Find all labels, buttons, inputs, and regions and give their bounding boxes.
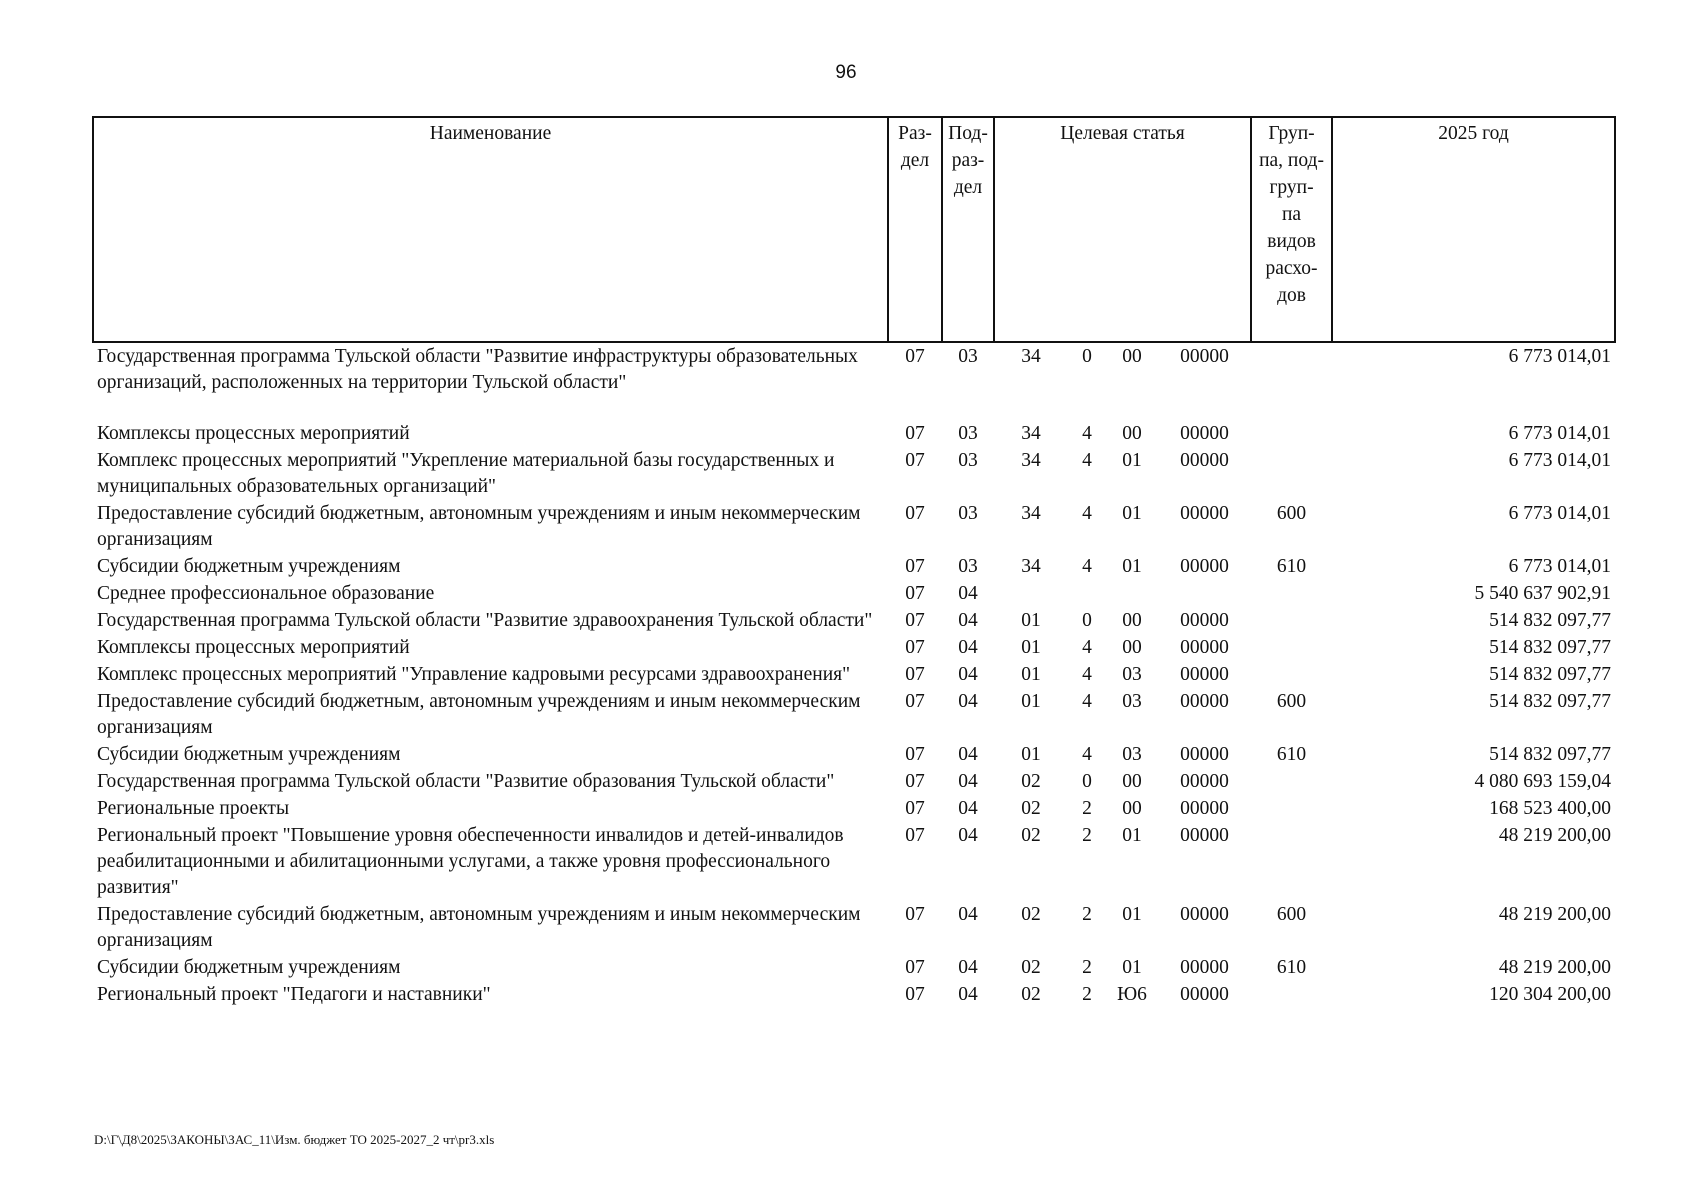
header-expense-group: Груп- па, под- груп- па видов расхо- дов (1251, 117, 1332, 342)
row-direction-code: 00000 (1180, 423, 1229, 444)
row-amount-2025: 514 832 097,77 (1489, 691, 1612, 712)
row-main-event-code (1106, 580, 1158, 607)
row-amount-2025: 48 219 200,00 (1498, 904, 1612, 925)
row-razdel: 07 (905, 904, 925, 925)
row-name: Предоставление субсидий бюджетным, автономным учреждениям и иным некоммерческим организациям (97, 691, 861, 738)
row-program-code: 02 (1021, 984, 1041, 1005)
row-expense-group (1251, 822, 1332, 901)
row-expense-group: 600 (1276, 691, 1307, 712)
row-amount-2025: 6 773 014,01 (1508, 346, 1612, 367)
row-expense-group (1251, 981, 1332, 1008)
row-podrazdel: 04 (958, 957, 978, 978)
row-podrazdel: 03 (958, 503, 978, 524)
header-podrazdel: Под- раз- дел (942, 117, 994, 342)
row-expense-group (1251, 447, 1332, 500)
row-razdel: 07 (905, 503, 925, 524)
row-podrazdel: 03 (958, 346, 978, 367)
row-program-code: 02 (1021, 798, 1041, 819)
table-row (93, 420, 1615, 447)
row-direction-code (1158, 580, 1251, 607)
table-row (93, 634, 1615, 661)
row-main-event-code: 00 (1122, 771, 1142, 792)
table-row (93, 580, 1615, 607)
table-row (93, 688, 1615, 741)
row-program-code: 02 (1021, 825, 1041, 846)
row-subprogram-code: 4 (1082, 744, 1092, 765)
header-name: Наименование (93, 117, 888, 342)
row-subprogram-code: 0 (1082, 346, 1092, 367)
row-subprogram-code: 4 (1082, 637, 1092, 658)
row-razdel: 07 (905, 984, 925, 1005)
row-direction-code: 00000 (1180, 664, 1229, 685)
row-name: Комплекс процессных мероприятий "Управление кадровыми ресурсами здравоохранения" (97, 664, 851, 685)
row-subprogram-code: 2 (1082, 798, 1092, 819)
row-amount-2025: 514 832 097,77 (1489, 610, 1612, 631)
row-expense-group: 600 (1276, 503, 1307, 524)
table-row (93, 661, 1615, 688)
row-main-event-code: 01 (1122, 503, 1142, 524)
row-main-event-code: 00 (1122, 423, 1142, 444)
row-expense-group (1251, 607, 1332, 634)
table-row (93, 768, 1615, 795)
row-expense-group: 610 (1276, 957, 1307, 978)
row-razdel: 07 (905, 664, 925, 685)
row-amount-2025: 6 773 014,01 (1508, 503, 1612, 524)
table-row (93, 447, 1615, 500)
row-expense-group (1251, 768, 1332, 795)
table-row (93, 741, 1615, 768)
row-name: Субсидии бюджетным учреждениям (97, 957, 401, 978)
row-expense-group: 610 (1276, 556, 1307, 577)
row-program-code: 34 (1021, 503, 1041, 524)
table-row (93, 954, 1615, 981)
row-name: Государственная программа Тульской области "Развитие здравоохранения Тульской области" (97, 610, 873, 631)
row-podrazdel: 04 (958, 798, 978, 819)
row-subprogram-code: 0 (1082, 771, 1092, 792)
row-name: Государственная программа Тульской области "Развитие образования Тульской области" (97, 771, 835, 792)
table-row (93, 795, 1615, 822)
row-podrazdel: 04 (958, 904, 978, 925)
row-amount-2025: 48 219 200,00 (1498, 957, 1612, 978)
row-razdel: 07 (905, 957, 925, 978)
row-razdel: 07 (905, 583, 925, 604)
row-direction-code: 00000 (1180, 984, 1229, 1005)
row-podrazdel: 03 (958, 556, 978, 577)
row-subprogram-code: 4 (1082, 664, 1092, 685)
row-razdel: 07 (905, 744, 925, 765)
row-subprogram-code: 2 (1082, 957, 1092, 978)
row-subprogram-code: 2 (1082, 825, 1092, 846)
row-amount-2025: 514 832 097,77 (1489, 664, 1612, 685)
row-expense-group (1251, 342, 1332, 420)
row-name: Региональный проект "Повышение уровня обеспеченности инвалидов и детей-инвалидов реабилитационными и абилитационными услугами, а также уровня профессионального развития" (97, 825, 844, 898)
row-podrazdel: 03 (958, 450, 978, 471)
row-razdel: 07 (905, 423, 925, 444)
row-program-code: 01 (1021, 610, 1041, 631)
row-name: Предоставление субсидий бюджетным, автономным учреждениям и иным некоммерческим организациям (97, 904, 861, 951)
row-program-code: 34 (1021, 346, 1041, 367)
row-direction-code: 00000 (1180, 691, 1229, 712)
row-main-event-code: 01 (1122, 556, 1142, 577)
row-subprogram-code: 2 (1082, 904, 1092, 925)
row-podrazdel: 04 (958, 771, 978, 792)
header-year: 2025 год (1332, 117, 1615, 342)
row-program-code: 01 (1021, 664, 1041, 685)
row-razdel: 07 (905, 637, 925, 658)
row-amount-2025: 4 080 693 159,04 (1474, 771, 1612, 792)
row-razdel: 07 (905, 610, 925, 631)
row-subprogram-code: 0 (1082, 610, 1092, 631)
row-main-event-code: 00 (1122, 346, 1142, 367)
row-direction-code: 00000 (1180, 637, 1229, 658)
table-row (93, 981, 1615, 1008)
row-razdel: 07 (905, 771, 925, 792)
row-main-event-code: 01 (1122, 904, 1142, 925)
row-podrazdel: 04 (958, 825, 978, 846)
row-expense-group (1251, 580, 1332, 607)
row-name: Государственная программа Тульской области "Развитие инфраструктуры образовательных организаций, расположенных на территории Тульской области" (97, 346, 858, 393)
row-name: Предоставление субсидий бюджетным, автономным учреждениям и иным некоммерческим организациям (97, 503, 861, 550)
row-amount-2025: 5 540 637 902,91 (1474, 583, 1612, 604)
row-podrazdel: 04 (958, 583, 978, 604)
row-program-code: 02 (1021, 771, 1041, 792)
row-name: Субсидии бюджетным учреждениям (97, 744, 401, 765)
row-program-code: 34 (1021, 450, 1041, 471)
row-direction-code: 00000 (1180, 556, 1229, 577)
row-main-event-code: 00 (1122, 610, 1142, 631)
row-name: Комплексы процессных мероприятий (97, 423, 410, 444)
row-subprogram-code: 4 (1082, 556, 1092, 577)
table-row (93, 901, 1615, 954)
page-number: 96 (835, 62, 857, 83)
budget-table (92, 116, 1616, 1008)
row-main-event-code: 03 (1122, 691, 1142, 712)
row-direction-code: 00000 (1180, 744, 1229, 765)
row-direction-code: 00000 (1180, 825, 1229, 846)
row-amount-2025: 120 304 200,00 (1489, 984, 1612, 1005)
row-main-event-code: 01 (1122, 450, 1142, 471)
row-direction-code: 00000 (1180, 798, 1229, 819)
row-direction-code: 00000 (1180, 957, 1229, 978)
row-podrazdel: 04 (958, 984, 978, 1005)
table-row (93, 822, 1615, 901)
row-name: Региональный проект "Педагоги и наставники" (97, 984, 491, 1005)
table-body (93, 342, 1615, 1008)
row-podrazdel: 04 (958, 664, 978, 685)
row-subprogram-code: 4 (1082, 450, 1092, 471)
row-amount-2025: 48 219 200,00 (1498, 825, 1612, 846)
row-program-code: 34 (1021, 423, 1041, 444)
row-main-event-code: 00 (1122, 637, 1142, 658)
row-program-code: 02 (1021, 957, 1041, 978)
row-main-event-code: 01 (1122, 957, 1142, 978)
row-expense-group (1251, 661, 1332, 688)
row-amount-2025: 514 832 097,77 (1489, 744, 1612, 765)
row-razdel: 07 (905, 556, 925, 577)
row-program-code: 34 (1021, 556, 1041, 577)
row-program-code: 01 (1021, 744, 1041, 765)
row-amount-2025: 6 773 014,01 (1508, 450, 1612, 471)
file-path-footer: D:\Г\Д8\2025\ЗАКОНЫ\ЗАС_11\Изм. бюджет ТО 2025-2027_2 чт\pr3.xls (94, 1132, 495, 1147)
table-row (93, 500, 1615, 553)
row-program-code (994, 580, 1068, 607)
row-main-event-code: 03 (1122, 664, 1142, 685)
row-name: Комплекс процессных мероприятий "Укрепление материальной базы государственных и муниципальных образовательных организаций" (97, 450, 835, 497)
row-direction-code: 00000 (1180, 610, 1229, 631)
row-main-event-code: 03 (1122, 744, 1142, 765)
row-program-code: 02 (1021, 904, 1041, 925)
header-razdel: Раз- дел (888, 117, 942, 342)
row-direction-code: 00000 (1180, 450, 1229, 471)
row-amount-2025: 6 773 014,01 (1508, 556, 1612, 577)
row-amount-2025: 168 523 400,00 (1489, 798, 1612, 819)
row-razdel: 07 (905, 691, 925, 712)
table-row (93, 342, 1615, 420)
row-direction-code: 00000 (1180, 771, 1229, 792)
header-target-article: Целевая статья (994, 117, 1251, 342)
row-name: Региональные проекты (97, 798, 290, 819)
table-header (93, 117, 1615, 342)
row-name: Субсидии бюджетным учреждениям (97, 556, 401, 577)
row-razdel: 07 (905, 798, 925, 819)
row-main-event-code: 01 (1122, 825, 1142, 846)
row-subprogram-code (1068, 580, 1106, 607)
row-amount-2025: 6 773 014,01 (1508, 423, 1612, 444)
row-subprogram-code: 4 (1082, 503, 1092, 524)
table-row (93, 553, 1615, 580)
row-name: Среднее профессиональное образование (97, 583, 435, 604)
row-podrazdel: 04 (958, 610, 978, 631)
row-razdel: 07 (905, 825, 925, 846)
row-expense-group (1251, 795, 1332, 822)
row-subprogram-code: 2 (1082, 984, 1092, 1005)
row-main-event-code: Ю6 (1117, 984, 1147, 1005)
row-direction-code: 00000 (1180, 904, 1229, 925)
row-main-event-code: 00 (1122, 798, 1142, 819)
row-razdel: 07 (905, 450, 925, 471)
row-podrazdel: 04 (958, 744, 978, 765)
row-expense-group (1251, 634, 1332, 661)
row-name: Комплексы процессных мероприятий (97, 637, 410, 658)
row-program-code: 01 (1021, 637, 1041, 658)
row-podrazdel: 04 (958, 637, 978, 658)
row-podrazdel: 03 (958, 423, 978, 444)
row-amount-2025: 514 832 097,77 (1489, 637, 1612, 658)
row-subprogram-code: 4 (1082, 423, 1092, 444)
row-razdel: 07 (905, 346, 925, 367)
row-expense-group: 610 (1276, 744, 1307, 765)
row-program-code: 01 (1021, 691, 1041, 712)
row-expense-group: 600 (1276, 904, 1307, 925)
row-expense-group (1251, 420, 1332, 447)
row-subprogram-code: 4 (1082, 691, 1092, 712)
table-row (93, 607, 1615, 634)
row-podrazdel: 04 (958, 691, 978, 712)
row-direction-code: 00000 (1180, 346, 1229, 367)
row-direction-code: 00000 (1180, 503, 1229, 524)
